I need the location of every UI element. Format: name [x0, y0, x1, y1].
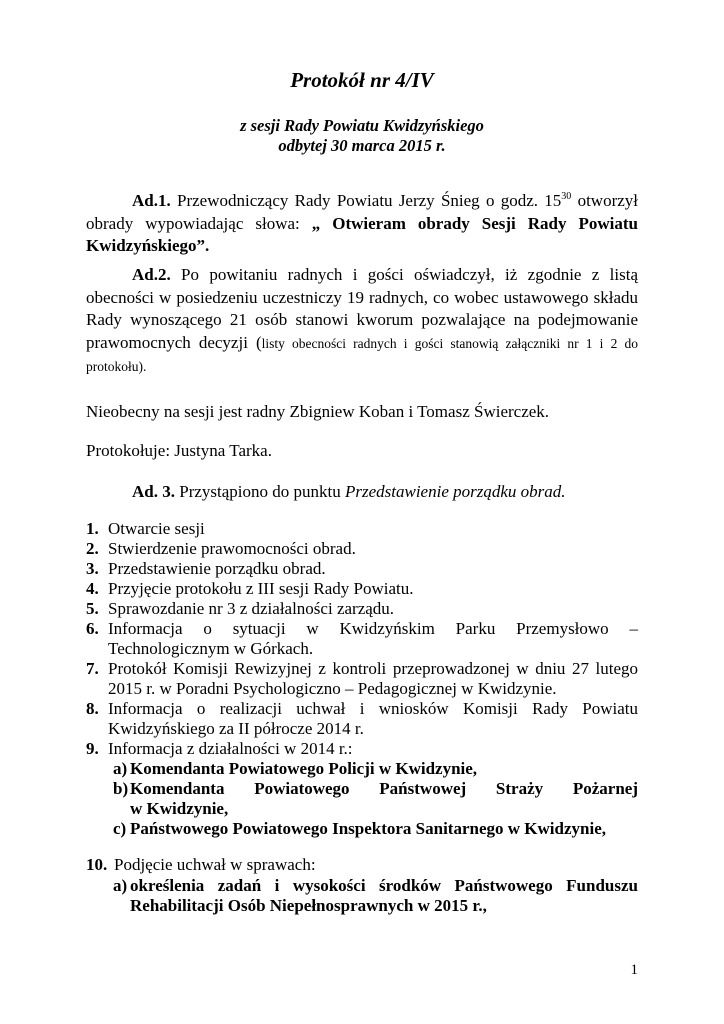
sub-item-label: c) — [113, 819, 127, 838]
agenda-item-number: 9. — [86, 739, 99, 758]
ad1-quote: „ Otwieram obrady Sesji Rady Powiatu Kwidzyńskiego”. — [86, 213, 638, 255]
sub-item-text-line2: Rehabilitacji Osób Niepełnosprawnych w 2015 r., — [130, 896, 487, 915]
agenda-item-number: 10. — [86, 855, 108, 874]
ad2-text: Po powitaniu radnych i gości oświadczył, iż zgodnie z listą obecności w posiedzeniu uczestniczy 19 radnych, co wobec ustawowego składu Rady wynoszącego 21 osób stanowi kworum pozwalające na podejmowanie prawomocnych decyzji ( — [86, 265, 638, 352]
paragraph-ad2 — [86, 264, 638, 379]
sub-item-text-line1: Komendanta Powiatowego Państwowej Straży Pożarnej — [130, 779, 638, 798]
agenda-item-number: 7. — [86, 659, 99, 678]
absent-note: Nieobecny na sesji jest radny Zbigniew Koban i Tomasz Świerczek. — [86, 402, 550, 421]
sub-item-text-line2: w Kwidzynie, — [130, 799, 229, 818]
sub-item-label: a) — [113, 876, 128, 895]
agenda-item-text-line1: Protokół Komisji Rewizyjnej z kontroli przeprowadzonej w dniu 27 lutego — [108, 659, 638, 678]
agenda-item-text: Stwierdzenie prawomocności obrad. — [108, 539, 356, 558]
sub-item-text: Komendanta Powiatowego Policji w Kwidzynie, — [130, 759, 478, 778]
agenda-item-text-line2: Kwidzyńskiego za II półrocze 2014 r. — [108, 719, 364, 738]
ad1-text2: otworzył obrady wypowiadając słowa: — [86, 191, 638, 233]
agenda-item-text: Otwarcie sesji — [108, 519, 205, 538]
agenda-item-number: 8. — [86, 699, 99, 718]
ad2-small-note: listy obecności radnych i gości stanowią załączniki nr 1 i 2 do protokołu — [86, 335, 638, 374]
agenda-item-text-line1: Informacja o realizacji uchwał i wniosków Komisji Rady Powiatu — [108, 699, 638, 718]
ad1-label: Ad.1. — [132, 191, 171, 210]
paragraph-ad3 — [86, 481, 638, 504]
agenda-item-text: Przedstawienie porządku obrad. — [108, 559, 326, 578]
ad3-italic: Przedstawienie porządku obrad. — [344, 482, 566, 501]
ad1-text1: Przewodniczący Rady Powiatu Jerzy Śnieg o godz. 15 — [170, 191, 562, 210]
protocol-note: Protokołuje: Justyna Tarka. — [86, 441, 272, 460]
agenda-item-text: Podjęcie uchwał w sprawach: — [114, 855, 316, 874]
paragraph-ad1 — [86, 190, 638, 258]
agenda-item-text-line2: Technologicznym w Górkach. — [108, 639, 314, 658]
page-number: 1 — [630, 962, 638, 978]
agenda-item-text: Informacja z działalności w 2014 r.: — [108, 739, 353, 758]
agenda-item-number: 3. — [86, 559, 99, 578]
agenda-item-text-line2: 2015 r. w Poradni Psychologiczno – Pedagogicznej w Kwidzynie. — [108, 679, 557, 698]
sub-item-label: b) — [113, 779, 129, 798]
document-title: Protokół nr 4/IV — [290, 68, 434, 92]
agenda-item-text: Sprawozdanie nr 3 z działalności zarządu. — [108, 599, 395, 618]
ad2-close: ). — [138, 359, 147, 374]
document-subtitle-line1: z sesji Rady Powiatu Kwidzyńskiego — [240, 116, 484, 135]
agenda-item-number: 1. — [86, 519, 99, 538]
sub-item-label: a) — [113, 759, 128, 778]
sub-item-text-line1: określenia zadań i wysokości środków Państwowego Funduszu — [130, 876, 638, 895]
agenda-item-text-line1: Informacja o sytuacji w Kwidzyńskim Parku Przemysłowo – — [108, 619, 638, 638]
agenda-item-number: 4. — [86, 579, 99, 598]
ad3-text: Przystąpiono do punktu — [174, 482, 345, 501]
agenda-item-number: 5. — [86, 599, 99, 618]
document-subtitle-line2: odbytej 30 marca 2015 r. — [278, 136, 446, 155]
ad2-label: Ad.2. — [132, 265, 171, 284]
ad1-time-superscript: 30 — [561, 191, 572, 202]
sub-item-text: Państwowego Powiatowego Inspektora Sanitarnego w Kwidzynie, — [130, 819, 606, 838]
ad3-label: Ad. 3. — [132, 482, 175, 501]
agenda-item-number: 6. — [86, 619, 99, 638]
agenda-item-number: 2. — [86, 539, 99, 558]
agenda-item-text: Przyjęcie protokołu z III sesji Rady Powiatu. — [108, 579, 414, 598]
